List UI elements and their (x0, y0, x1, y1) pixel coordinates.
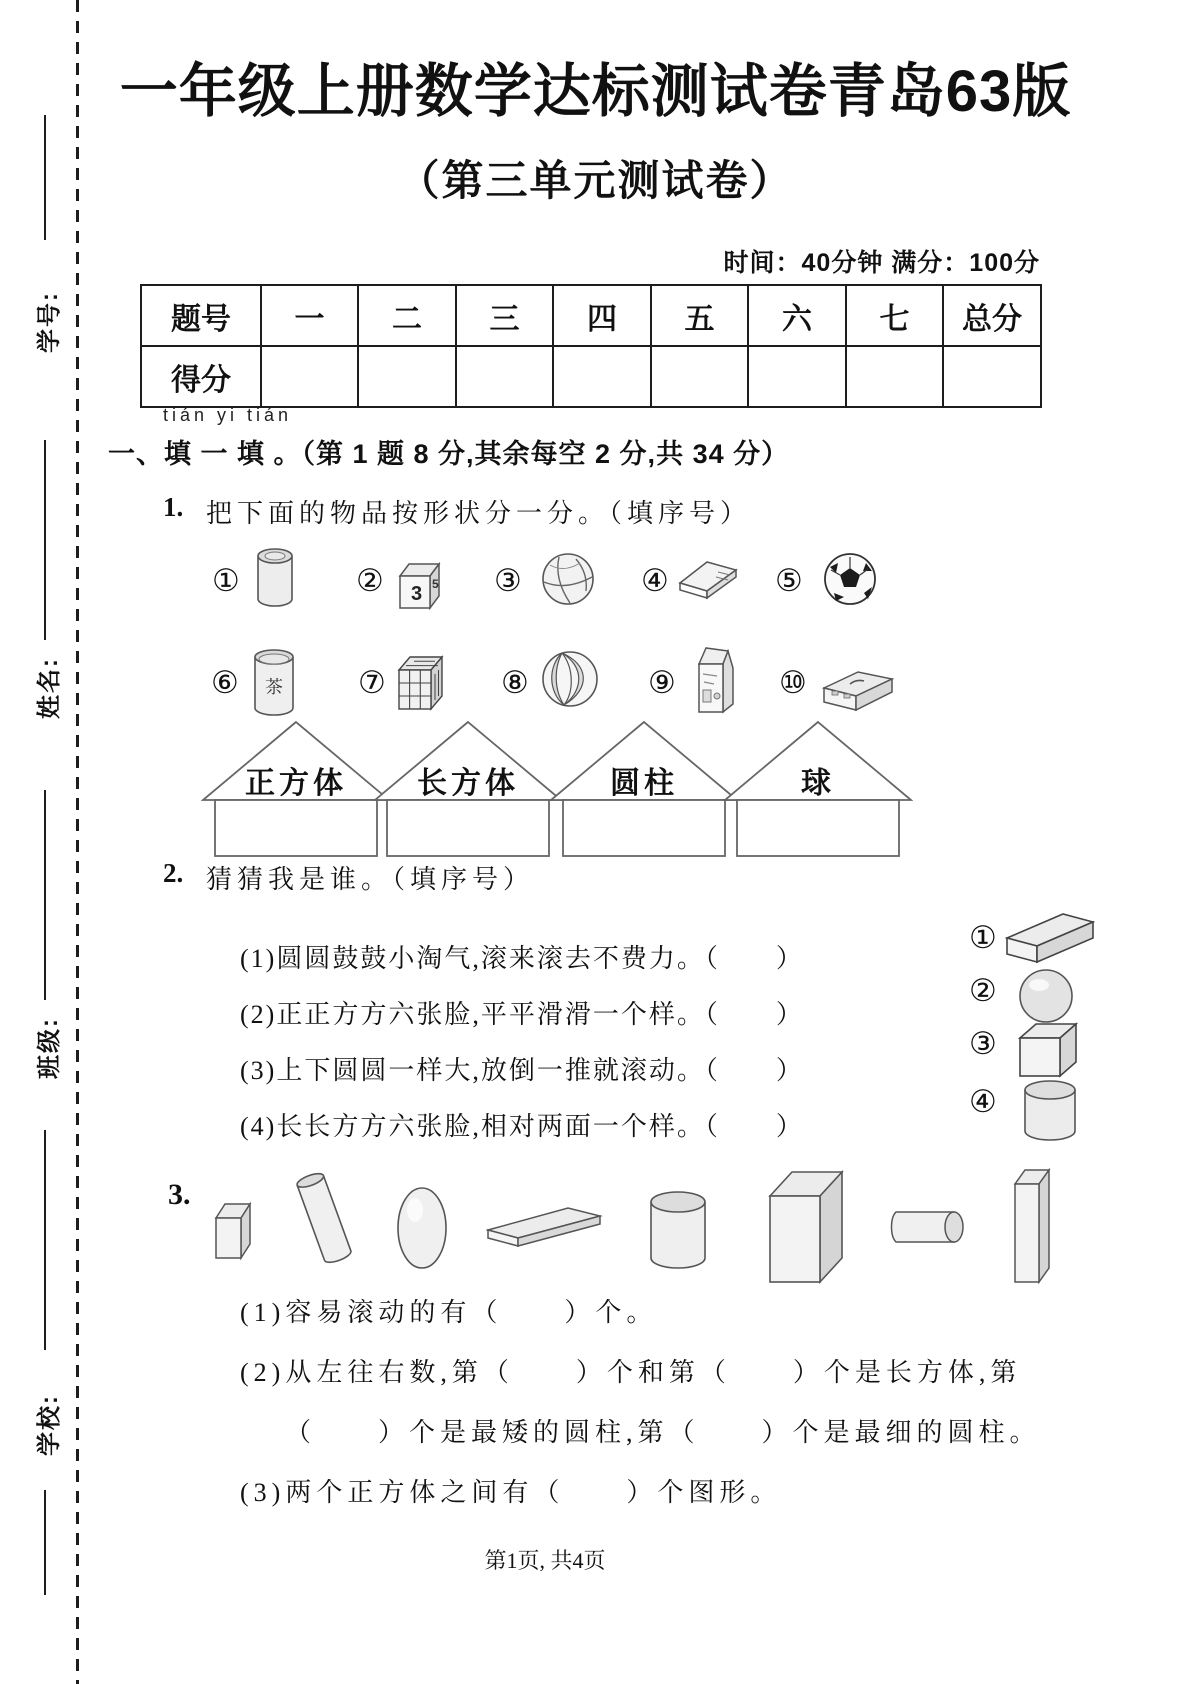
page-title: 一年级上册数学达标测试卷青岛63版 (119, 59, 1072, 124)
question-2-text: 猜猜我是谁。（填序号） (206, 865, 535, 894)
category-label-cuboid: 长方体 (417, 767, 519, 800)
cylinder-icon (1022, 1080, 1078, 1142)
sidebar-writing-line (44, 790, 46, 1000)
option-number: ④ (969, 1084, 997, 1119)
rubiks-cube-icon (392, 652, 450, 712)
q3-subquestion-3: (3)两个正方体之间有（ ）个图形。 (240, 1478, 782, 1507)
question-3-number: 3. (168, 1178, 191, 1211)
lying-cylinder-icon (886, 1208, 966, 1246)
sphere-icon (396, 1186, 448, 1270)
can-icon (256, 547, 294, 609)
section-one-heading: 一、填 一 填 。（第 1 题 8 分,其余每空 2 分,共 34 分） (108, 439, 790, 469)
flat-board-icon (486, 1204, 604, 1252)
score-table-header-row (141, 285, 1041, 346)
score-cell-empty (553, 346, 651, 407)
milk-carton-icon (690, 642, 738, 718)
sidebar-writing-line (44, 115, 46, 240)
small-cuboid-icon (212, 1196, 256, 1264)
option-number: ① (969, 920, 997, 955)
question-2-number: 2. (163, 858, 184, 888)
riddle-1: (1)圆圆鼓鼓小淘气,滚来滚去不费力。（ ） (240, 944, 804, 973)
q3-subquestion-2: (2)从左往右数,第（ ）个和第（ ）个是长方体,第 (240, 1358, 1022, 1387)
item-number: ⑤ (775, 563, 803, 598)
svg-text:茶: 茶 (265, 677, 283, 697)
score-col-total: 总分 (943, 285, 1041, 346)
sidebar-label-class: 班级: (36, 1017, 63, 1079)
large-cuboid-icon (766, 1166, 846, 1288)
riddle-3: (3)上下圆圆一样大,放倒一推就滚动。（ ） (240, 1056, 804, 1085)
score-cell-empty (943, 346, 1041, 407)
sidebar-writing-line (44, 1130, 46, 1350)
sidebar-writing-line (44, 440, 46, 640)
score-cell-empty (651, 346, 748, 407)
sidebar-label-student-id: 学号: (36, 291, 63, 353)
item-number: ⑧ (501, 665, 529, 700)
soccer-ball-icon (822, 551, 878, 607)
volleyball-icon (540, 551, 596, 607)
tea-canister-icon (252, 645, 296, 719)
score-cell-empty (748, 346, 846, 407)
sidebar-writing-line (44, 1490, 46, 1595)
page-number: 第1页, 共4页 (484, 1548, 606, 1573)
dice-icon (394, 560, 446, 612)
item-number: ⑩ (779, 665, 807, 700)
riddle-2: (2)正正方方六张脸,平平滑滑一个样。（ ） (240, 1000, 804, 1029)
score-col-2: 二 (358, 285, 456, 346)
book-icon (676, 556, 740, 604)
score-col-4: 四 (553, 285, 651, 346)
score-table-score-row (141, 346, 1041, 407)
item-number: ⑨ (648, 665, 676, 700)
item-number: ① (212, 563, 240, 598)
option-number: ③ (969, 1026, 997, 1061)
q3-subquestion-2-continued: （ ）个是最矮的圆柱,第（ ）个是最细的圆柱。 (285, 1418, 1041, 1447)
sidebar-label-school: 学校: (36, 1394, 63, 1456)
score-cell-empty (261, 346, 358, 407)
category-label-sphere: 球 (801, 767, 835, 800)
cylinder-icon (648, 1190, 708, 1270)
score-cell-empty (456, 346, 553, 407)
q3-subquestion-1: (1)容易滚动的有（ ）个。 (240, 1298, 658, 1327)
sidebar-label-name: 姓名: (36, 657, 63, 719)
score-col-5: 五 (651, 285, 748, 346)
score-cell-empty (846, 346, 943, 407)
category-label-cylinder: 圆柱 (610, 767, 678, 800)
item-number: ② (356, 563, 384, 598)
score-cell-empty (358, 346, 456, 407)
tilted-cylinder-icon (294, 1162, 354, 1274)
svg-text:5: 5 (432, 577, 439, 591)
question-1-number: 1. (163, 492, 184, 522)
question-1-text: 把下面的物品按形状分一分。（填序号） (206, 499, 752, 528)
score-table-corner: 题号 (141, 285, 261, 346)
score-col-3: 三 (456, 285, 553, 346)
score-table (140, 284, 1042, 408)
cuboid-icon (1005, 910, 1095, 964)
score-col-6: 六 (748, 285, 846, 346)
pinyin-annotation: tián yi tián (163, 405, 293, 425)
beach-ball-icon (540, 648, 600, 710)
score-col-7: 七 (846, 285, 943, 346)
riddle-4: (4)长长方方六张脸,相对两面一个样。（ ） (240, 1112, 804, 1141)
exam-meta: 时间：40分钟 满分：100分 (723, 249, 1040, 277)
category-label-cube: 正方体 (245, 767, 347, 800)
suitcase-icon (820, 664, 896, 714)
sphere-icon (1018, 968, 1074, 1024)
page-subtitle: （第三单元测试卷） (397, 157, 794, 204)
item-number: ③ (494, 563, 522, 598)
tall-cuboid-icon (1012, 1166, 1058, 1288)
binding-dashed-line (76, 0, 79, 1684)
score-row-label: 得分 (141, 346, 261, 407)
score-col-1: 一 (261, 285, 358, 346)
item-number: ⑥ (211, 665, 239, 700)
cube-icon (1016, 1020, 1078, 1078)
item-number: ⑦ (358, 665, 386, 700)
item-number: ④ (641, 563, 669, 598)
svg-text:3: 3 (411, 583, 423, 605)
option-number: ② (969, 973, 997, 1008)
